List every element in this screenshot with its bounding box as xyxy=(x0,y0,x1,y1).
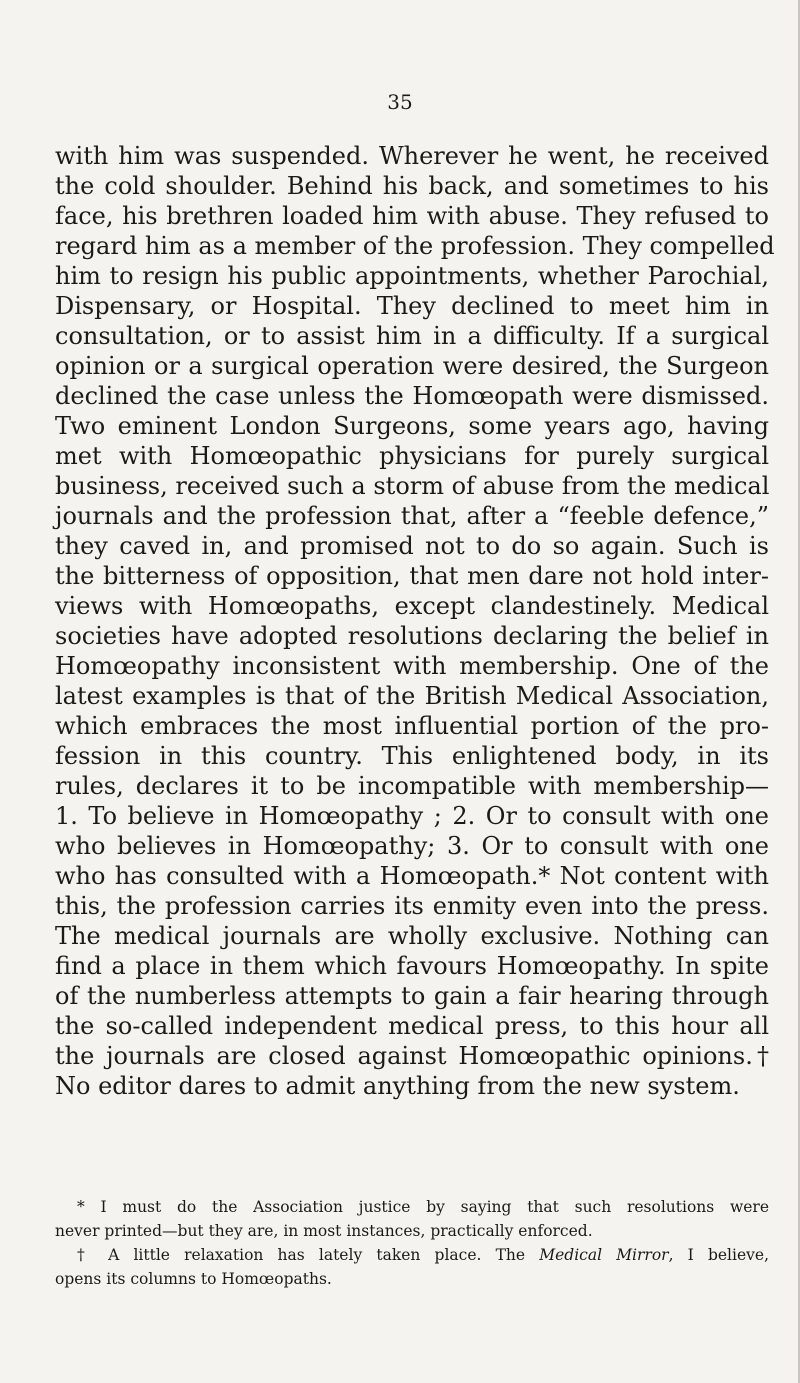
text-line: this, the profession carries its enmity even into the press. xyxy=(55,892,769,920)
text-line: rules, declares it to be incompatible with membership— xyxy=(55,772,769,800)
text-line: views with Homœopaths, except clandestinely. Medical xyxy=(55,592,769,620)
footnote-2-line-2: opens its columns to Homœopaths. xyxy=(55,1270,332,1288)
body-text xyxy=(55,141,775,1101)
text-line: journals and the profession that, after a “feeble defence,” xyxy=(55,502,769,530)
text-line: fession in this country. This enlightened body, in its xyxy=(55,742,769,770)
footnotes xyxy=(55,1195,769,1291)
text-line: of the numberless attempts to gain a fair hearing through xyxy=(55,982,769,1010)
text-line: face, his brethren loaded him with abuse. They refused to xyxy=(55,202,769,230)
text-line: regard him as a member of the profession. They compelled xyxy=(55,232,775,260)
text-line: the bitterness of opposition, that men dare not hold inter- xyxy=(55,562,769,590)
footnote-2-text: † A little relaxation has lately taken place. The xyxy=(77,1246,540,1264)
footnote-1-line-2: never printed—but they are, in most instances, practically enforced. xyxy=(55,1222,593,1240)
text-line: Two eminent London Surgeons, some years ago, having xyxy=(55,412,769,440)
text-line: met with Homœopathic physicians for purely surgical xyxy=(55,442,769,470)
text-line: latest examples is that of the British Medical Association, xyxy=(55,682,769,710)
text-line: The medical journals are wholly exclusive. Nothing can xyxy=(55,922,769,950)
text-line: the so-called independent medical press, to this hour all xyxy=(55,1012,769,1040)
text-line: declined the case unless the Homœopath were dismissed. xyxy=(55,382,769,410)
text-line: Dispensary, or Hospital. They declined to meet him in xyxy=(55,292,769,320)
text-line: opinion or a surgical operation were desired, the Surgeon xyxy=(55,352,769,380)
text-line: who has consulted with a Homœopath.* Not content with xyxy=(55,862,769,890)
footnote-2-journal-title: Medical Mirror xyxy=(539,1246,669,1264)
text-line: societies have adopted resolutions declaring the belief in xyxy=(55,622,769,650)
text-line: consultation, or to assist him in a difficulty. If a surgical xyxy=(55,322,769,350)
text-line: 1. To believe in Homœopathy ; 2. Or to consult with one xyxy=(55,802,769,830)
page-number: 35 xyxy=(387,90,413,114)
footnote-2-text-end: , I believe, xyxy=(668,1246,769,1264)
footnote-2-line-1 xyxy=(55,1243,769,1267)
text-line: Homœopathy inconsistent with membership. One of the xyxy=(55,652,769,680)
text-line: No editor dares to admit anything from the new system. xyxy=(55,1072,740,1100)
text-line: him to resign his public appointments, whether Parochial, xyxy=(55,262,769,290)
text-line: who believes in Homœopathy; 3. Or to consult with one xyxy=(55,832,769,860)
text-line: the journals are closed against Homœopathic opinions.† xyxy=(55,1042,769,1070)
text-line: they caved in, and promised not to do so again. Such is xyxy=(55,532,769,560)
text-line: find a place in them which favours Homœopathy. In spite xyxy=(55,952,769,980)
footnote-1-line-1: * I must do the Association justice by saying that such resolutions were xyxy=(77,1198,769,1216)
text-line: business, received such a storm of abuse from the medical xyxy=(55,472,770,500)
text-line: the cold shoulder. Behind his back, and sometimes to his xyxy=(55,172,769,200)
text-line: with him was suspended. Wherever he went, he received xyxy=(55,142,769,170)
text-line: which embraces the most influential portion of the pro- xyxy=(55,712,769,740)
